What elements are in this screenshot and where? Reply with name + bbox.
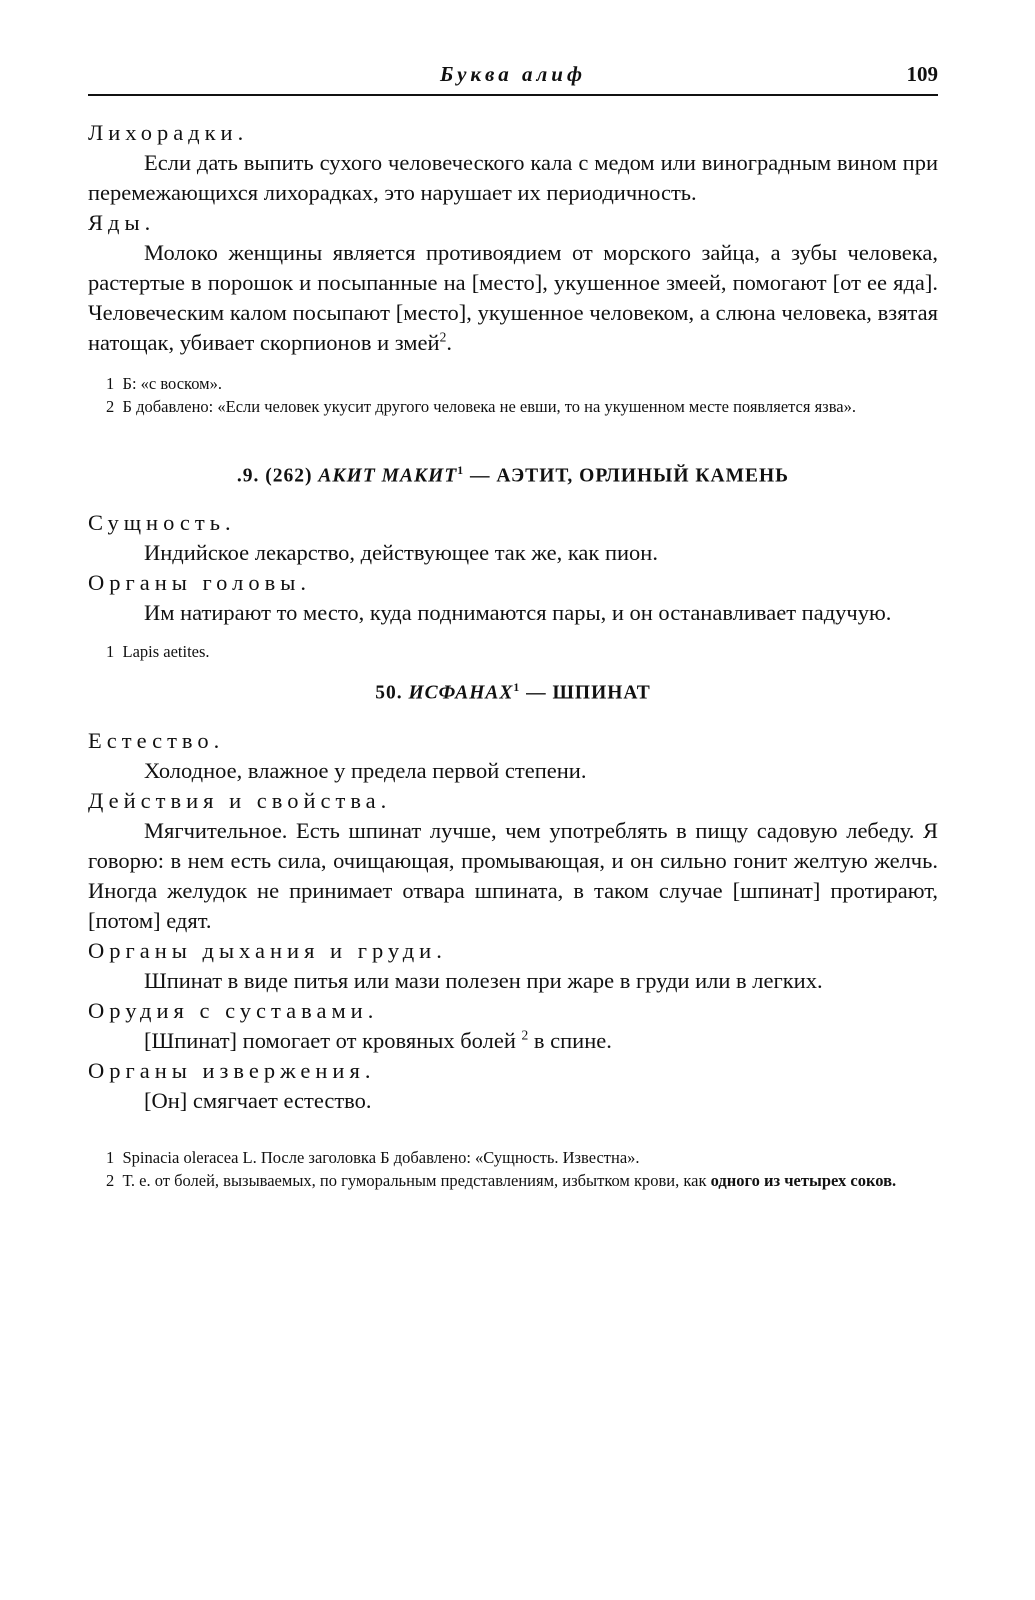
footnote	[88, 1146, 938, 1169]
paragraph-joints-text: [Шпинат] помогает от кровяных болей	[144, 1028, 516, 1053]
rubric-joints: Орудия с суставами.	[88, 998, 379, 1023]
paragraph-poisons-end: .	[446, 330, 452, 355]
rubric-actions: Действия и свойства.	[88, 788, 392, 813]
footnote-mark: 2	[106, 1171, 115, 1190]
footnote-mark: 2	[106, 397, 115, 416]
rubric-essence: Сущность.	[88, 509, 236, 535]
book-page	[88, 60, 938, 1192]
footnote-ref: 2	[439, 329, 447, 345]
heading-translation: — АЭТИТ, ОРЛИНЫЙ КАМЕНЬ	[464, 465, 790, 487]
running-title: Буква алиф	[439, 62, 587, 86]
footnote-text: Б: «с воском».	[122, 374, 222, 393]
paragraph-joints-end: в спине.	[528, 1028, 612, 1053]
rubric-breathing-organs: Органы дыхания и груди.	[88, 938, 447, 963]
heading-term: ИСФАНАХ	[408, 682, 514, 703]
footnote	[88, 640, 938, 663]
paragraph-actions: Мягчительное. Есть шпинат лучше, чем употреблять в пищу садовую лебеду. Я говорю: в нем есть сила, очищающая, промывающая, и он сильно гонит желтую желчь. Иногда желудок не принимает отвара шпината, в таком случае [шпинат] протирают, [потом] едят.	[88, 818, 938, 933]
paragraph-breathing-organs: Шпинат в виде питья или мази полезен при жаре в груди или в легких.	[144, 968, 823, 993]
rubric-poisons: Яды.	[88, 210, 156, 235]
rubric-excretion: Органы извержения.	[88, 1058, 376, 1083]
article-body-isfanakh	[88, 726, 938, 1116]
footnote-mark: 1	[106, 641, 115, 661]
paragraph-nature: Холодное, влажное у предела первой степени.	[144, 758, 587, 783]
paragraph-joints	[88, 1026, 938, 1056]
heading-number: .9. (262)	[236, 465, 313, 487]
footnote	[88, 1169, 938, 1192]
footnote-text: Lapis aetites.	[122, 641, 210, 661]
footnote	[88, 372, 938, 395]
footnote-mark: 1	[106, 374, 115, 393]
heading-footnote-ref: 1	[457, 464, 465, 477]
paragraph-poisons-text: Молоко женщины является противоядием от морского зайца, а зубы человека, растертые в порошок и посыпанные на [место], укушенное змеей, помогают [от ее яда]. Человеческим калом посыпают [место], укушенное человеком, а слюна человека, взятая натощак, убивает скорпионов и змей	[88, 240, 938, 355]
rubric-fever: Лихорадки.	[88, 120, 249, 145]
page-number: 109	[906, 62, 938, 86]
heading-footnote-ref: 1	[513, 680, 521, 694]
footnote-ref: 2	[521, 1027, 529, 1043]
paragraph-head-organs: Им натирают то место, куда поднимаются пары, и он останавливает падучую.	[144, 599, 892, 625]
article-heading-akit	[88, 464, 938, 488]
footnote-text: Spinacia oleracea L. После заголовка Б добавлено: «Сущность. Известна».	[122, 1148, 640, 1167]
footnote-mark: 1	[106, 1148, 115, 1167]
article-heading-isfanakh	[88, 681, 938, 705]
heading-term: АКИТ МАКИТ	[318, 465, 458, 487]
paragraph-excretion: [Он] смягчает естество.	[144, 1088, 372, 1113]
rubric-nature: Естество.	[88, 728, 225, 753]
footnotes-section3	[88, 1146, 938, 1192]
footnote-text: Т. е. от болей, вызываемых, по гуморальным представлениям, избытком крови, как	[122, 1171, 711, 1190]
article-body-akit	[88, 508, 938, 628]
rubric-head-organs: Органы головы.	[88, 569, 311, 595]
footnote-text: Б добавлено: «Если человек укусит другого человека не евши, то на укушенном месте появляется язва».	[122, 397, 856, 416]
footnotes-section1	[88, 372, 938, 418]
paragraph-poisons	[88, 238, 938, 358]
paragraph-fever: Если дать выпить сухого человеческого кала с медом или виноградным вином при перемежающихся лихорадках, это нарушает их периодичность.	[88, 150, 938, 205]
section-continued	[88, 118, 938, 358]
paragraph-essence: Индийское лекарство, действующее так же, как пион.	[144, 539, 658, 565]
footnotes-section2	[88, 640, 938, 663]
running-head	[88, 60, 938, 96]
footnote-bold-tail: одного из четырех соков.	[710, 1171, 897, 1190]
heading-translation: — ШПИНАТ	[520, 682, 651, 703]
footnote	[88, 395, 938, 418]
heading-number: 50.	[375, 682, 403, 703]
